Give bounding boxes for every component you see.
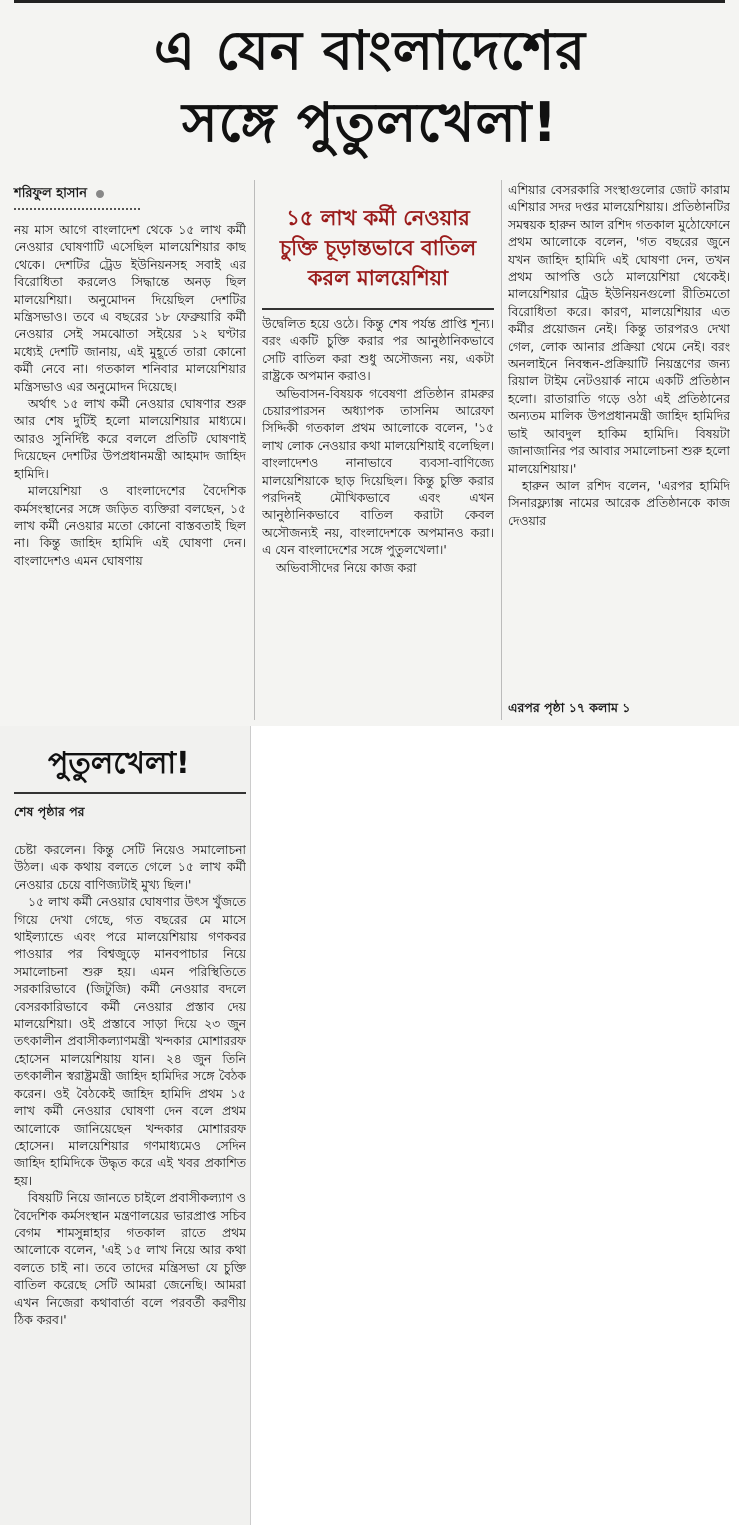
paragraph: ১৫ লাখ কর্মী নেওয়ার ঘোষণার উৎস খুঁজতে গিয়ে দেখা গেছে, গত বছরের মে মাসে থাইল্যান্ডে এবং পরে মালয়েশিয়ায় গণকবর পাওয়ার পর বিশ্বজুড়ে মানবপাচার নিয়ে সমালোচনা শুরু হয়। এমন পরিস্থিতিতে সরকারিভাবে (জিটুজি) কর্মী নেওয়ার বদলে বেসরকারিভাবে কর্মী নেওয়ার প্রস্তাব দেয় মালয়েশিয়া। ওই প্রস্তাবে সাড়া দিয়ে ২৩ জুন তৎকালীন প্রবাসীকল্যাণমন্ত্রী খন্দকার মোশাররফ হোসেন মালয়েশিয়ায় যান। ২৪ জুন তিনি তৎকালীন স্বরাষ্ট্রমন্ত্রী জাহিদ হামিদির সঙ্গে বৈঠক করেন। ওই বৈঠকেই জাহিদ হামিদি প্রথম ১৫ লাখ কর্মী নেওয়ার ঘোষণা দেন বলে প্রথম আলোকে জানিয়েছেন খন্দকার মোশাররফ হোসেন। মালয়েশিয়ার গণমাধ্যমেও সেদিন জাহিদ হামিদিকে উদ্ধৃত করে এই খবর প্রকাশিত হয়। [14,895,246,1188]
byline [14,184,104,205]
paragraph: অভিবাসন-বিষয়ক গবেষণা প্রতিষ্ঠান রামরুর চেয়ারপারসন অধ্যাপক তাসনিম আরেফা সিদ্দিকী গতকাল প্রথম আলোকে বলেন, '১৫ লাখ লোক নেওয়ার কথা মালয়েশিয়াই বলেছিল। বাংলাদেশও নানাভাবে ব্যবসা-বাণিজ্যে মালয়েশিয়াকে ছাড় দিয়েছিল। কিন্তু চুক্তি করার পরদিনই মৌখিকভাবে এবং এখন আনুষ্ঠানিকভাবে বাতিল করাটা কেবল অসৌজন্যই নয়, বাংলাদেশকে অপমানও করা। এ যেন বাংলাদেশের সঙ্গে পুতুলখেলা।' [262,386,494,558]
paragraph: অভিবাসীদের নিয়ে কাজ করা [276,560,417,575]
article-column-1 [14,222,246,722]
paragraph: অর্থাৎ ১৫ লাখ কর্মী নেওয়ার ঘোষণার শুরু আর শেষ দুটিই হলো মালয়েশিয়ার মাধ্যমে। আরও সুনির্দিষ্ট করে বললে প্রতিটি ঘোষণাই দিয়েছেন দেশটির উপপ্রধানমন্ত্রী আহমাদ জাহিদ হামিদি। [14,397,246,481]
paragraph: মালয়েশিয়া ও বাংলাদেশের বৈদেশিক কর্মসংস্থানের সঙ্গে জড়িত ব্যক্তিরা বলছেন, ১৫ লাখ কর্মী নেওয়ার মতো কোনো বাস্তবতাই ছিল না। কিন্তু জাহিদ হামিদি এই ঘোষণা দেন। বাংলাদেশও এমন ঘোষণায় [14,484,246,568]
byline-dot-icon [96,190,104,198]
paragraph: এশিয়ার বেসরকারি সংস্থাগুলোর জোট কারাম এশিয়ার সদর দপ্তর মালয়েশিয়ায়। প্রতিষ্ঠানটির সমন্বয়ক হারুন আল রশিদ গতকাল মুঠোফোনে প্রথম আলোকে বলেন, 'গত বছরের জুনে যখন জাহিদ হামিদি এই ঘোষণা দেন, তখন প্রথম আপত্তি ওঠে মালয়েশিয়া থেকেই। মালয়েশিয়ার ট্রেড ইউনিয়নগুলো রীতিমতো বিরোধিতা করে। কারণ, মালয়েশিয়ার এত কর্মীর প্রয়োজন নেই। কিন্তু তারপরও দেখা গেল, লোক আনার প্রক্রিয়া থেমে নেই। বরং অনলাইনে নিবন্ধন-প্রক্রিয়াটি নিয়ন্ত্রণের জন্য রিয়াল টাইম নেটওয়ার্ক নামে একটি প্রতিষ্ঠান হলো। রাতারাতি গড়ে ওঠা এই প্রতিষ্ঠানের অন্যতম মালিক উপপ্রধানমন্ত্রী জাহিদ হামিদির ভাই আবদুল হাকিম হামিদি। বিষয়টা জানাজানির পর আবার সমালোচনা শুরু হলো মালয়েশিয়ায়।' [508,183,730,476]
subheadline-text: ১৫ লাখ কর্মী নেওয়ার চুক্তি চূড়ান্তভাবে বাতিল করল মালয়েশিয়া [279,206,477,290]
continuation-heading: পুতুলখেলা! [48,746,190,781]
paragraph: চেষ্টা করলেন। কিন্তু সেটি নিয়েও সমালোচনা উঠল। এক কথায় বলতে গেলে ১৫ লাখ কর্মী নেওয়ার চেয়ে বাণিজ্যটাই মুখ্য ছিল।' [14,843,246,892]
headline-line-1: এ যেন বাংলাদেশের [153,19,587,82]
column-divider [501,180,502,720]
headline-line-2: সঙ্গে পুতুলখেলা! [181,91,559,154]
byline-rule [14,208,140,210]
article-column-3 [508,182,730,692]
continuation-subheading: শেষ পৃষ্ঠার পর [14,804,85,819]
paragraph: বিষয়টি নিয়ে জানতে চাইলে প্রবাসীকল্যাণ ও বৈদেশিক কর্মসংস্থান মন্ত্রণালয়ের ভারপ্রাপ্ত সচিব বেগম শামসুন্নাহার গতকাল রাতে প্রথম আলোকে বলেন, 'এই ১৫ লাখ নিয়ে আর কথা বলতে চাই না। তবে তাদের মন্ত্রিসভা যে চুক্তি বাতিল করেছে সেটি আমরা জেনেছি। আমরা এখন নিজেরা কথাবার্তা বলে পরবর্তী করণীয় ঠিক করব।' [14,1191,246,1327]
paragraph: উদ্বেলিত হয়ে ওঠে। কিন্তু শেষ পর্যন্ত প্রাপ্তি শূন্য। বরং একটি চুক্তি করার পর আনুষ্ঠানিকভাবে সেটি বাতিল করা শুধু অসৌজন্য নয়, একটা রাষ্ট্রকে অপমান করাও। [262,317,494,384]
continuation-column [14,842,246,1518]
subheadline-rule [262,308,494,310]
subheadline [262,192,494,304]
continuation-rule [14,792,246,794]
paragraph: হারুন আল রশিদ বলেন, 'এরপর হামিদি সিনারফ্ল্যাক্স নামের আরেক প্রতিষ্ঠানকে কাজ দেওয়ার [508,478,730,528]
column-divider [254,180,255,720]
top-rule [14,0,725,3]
byline-author: শরিফুল হাসান [14,186,87,201]
continued-on-note: এরপর পৃষ্ঠা ১৭ কলাম ১ [508,700,631,715]
article-column-2 [262,316,494,720]
paragraph: নয় মাস আগে বাংলাদেশ থেকে ১৫ লাখ কর্মী নেওয়ার ঘোষণাটি এসেছিল মালয়েশিয়ার কাছ থেকে। দেশটির ট্রেড ইউনিয়নসহ সবাই এর বিরোধিতা করলেও সিদ্ধান্তে অনড় ছিল মালয়েশিয়া। অনুমোদন দিয়েছিল দেশটির মন্ত্রিসভাও। তবে এ বছরের ১৮ ফেব্রুয়ারি কর্মী নেওয়ার সেই সমঝোতা সইয়ের ১২ ঘণ্টার মধ্যেই দেশটি জানায়, এই মুহূর্তে তারা কোনো কর্মী নেবে না। গতকাল শনিবার মালয়েশিয়ার মন্ত্রিসভাও এর অনুমোদন দিয়েছে। [14,223,246,394]
